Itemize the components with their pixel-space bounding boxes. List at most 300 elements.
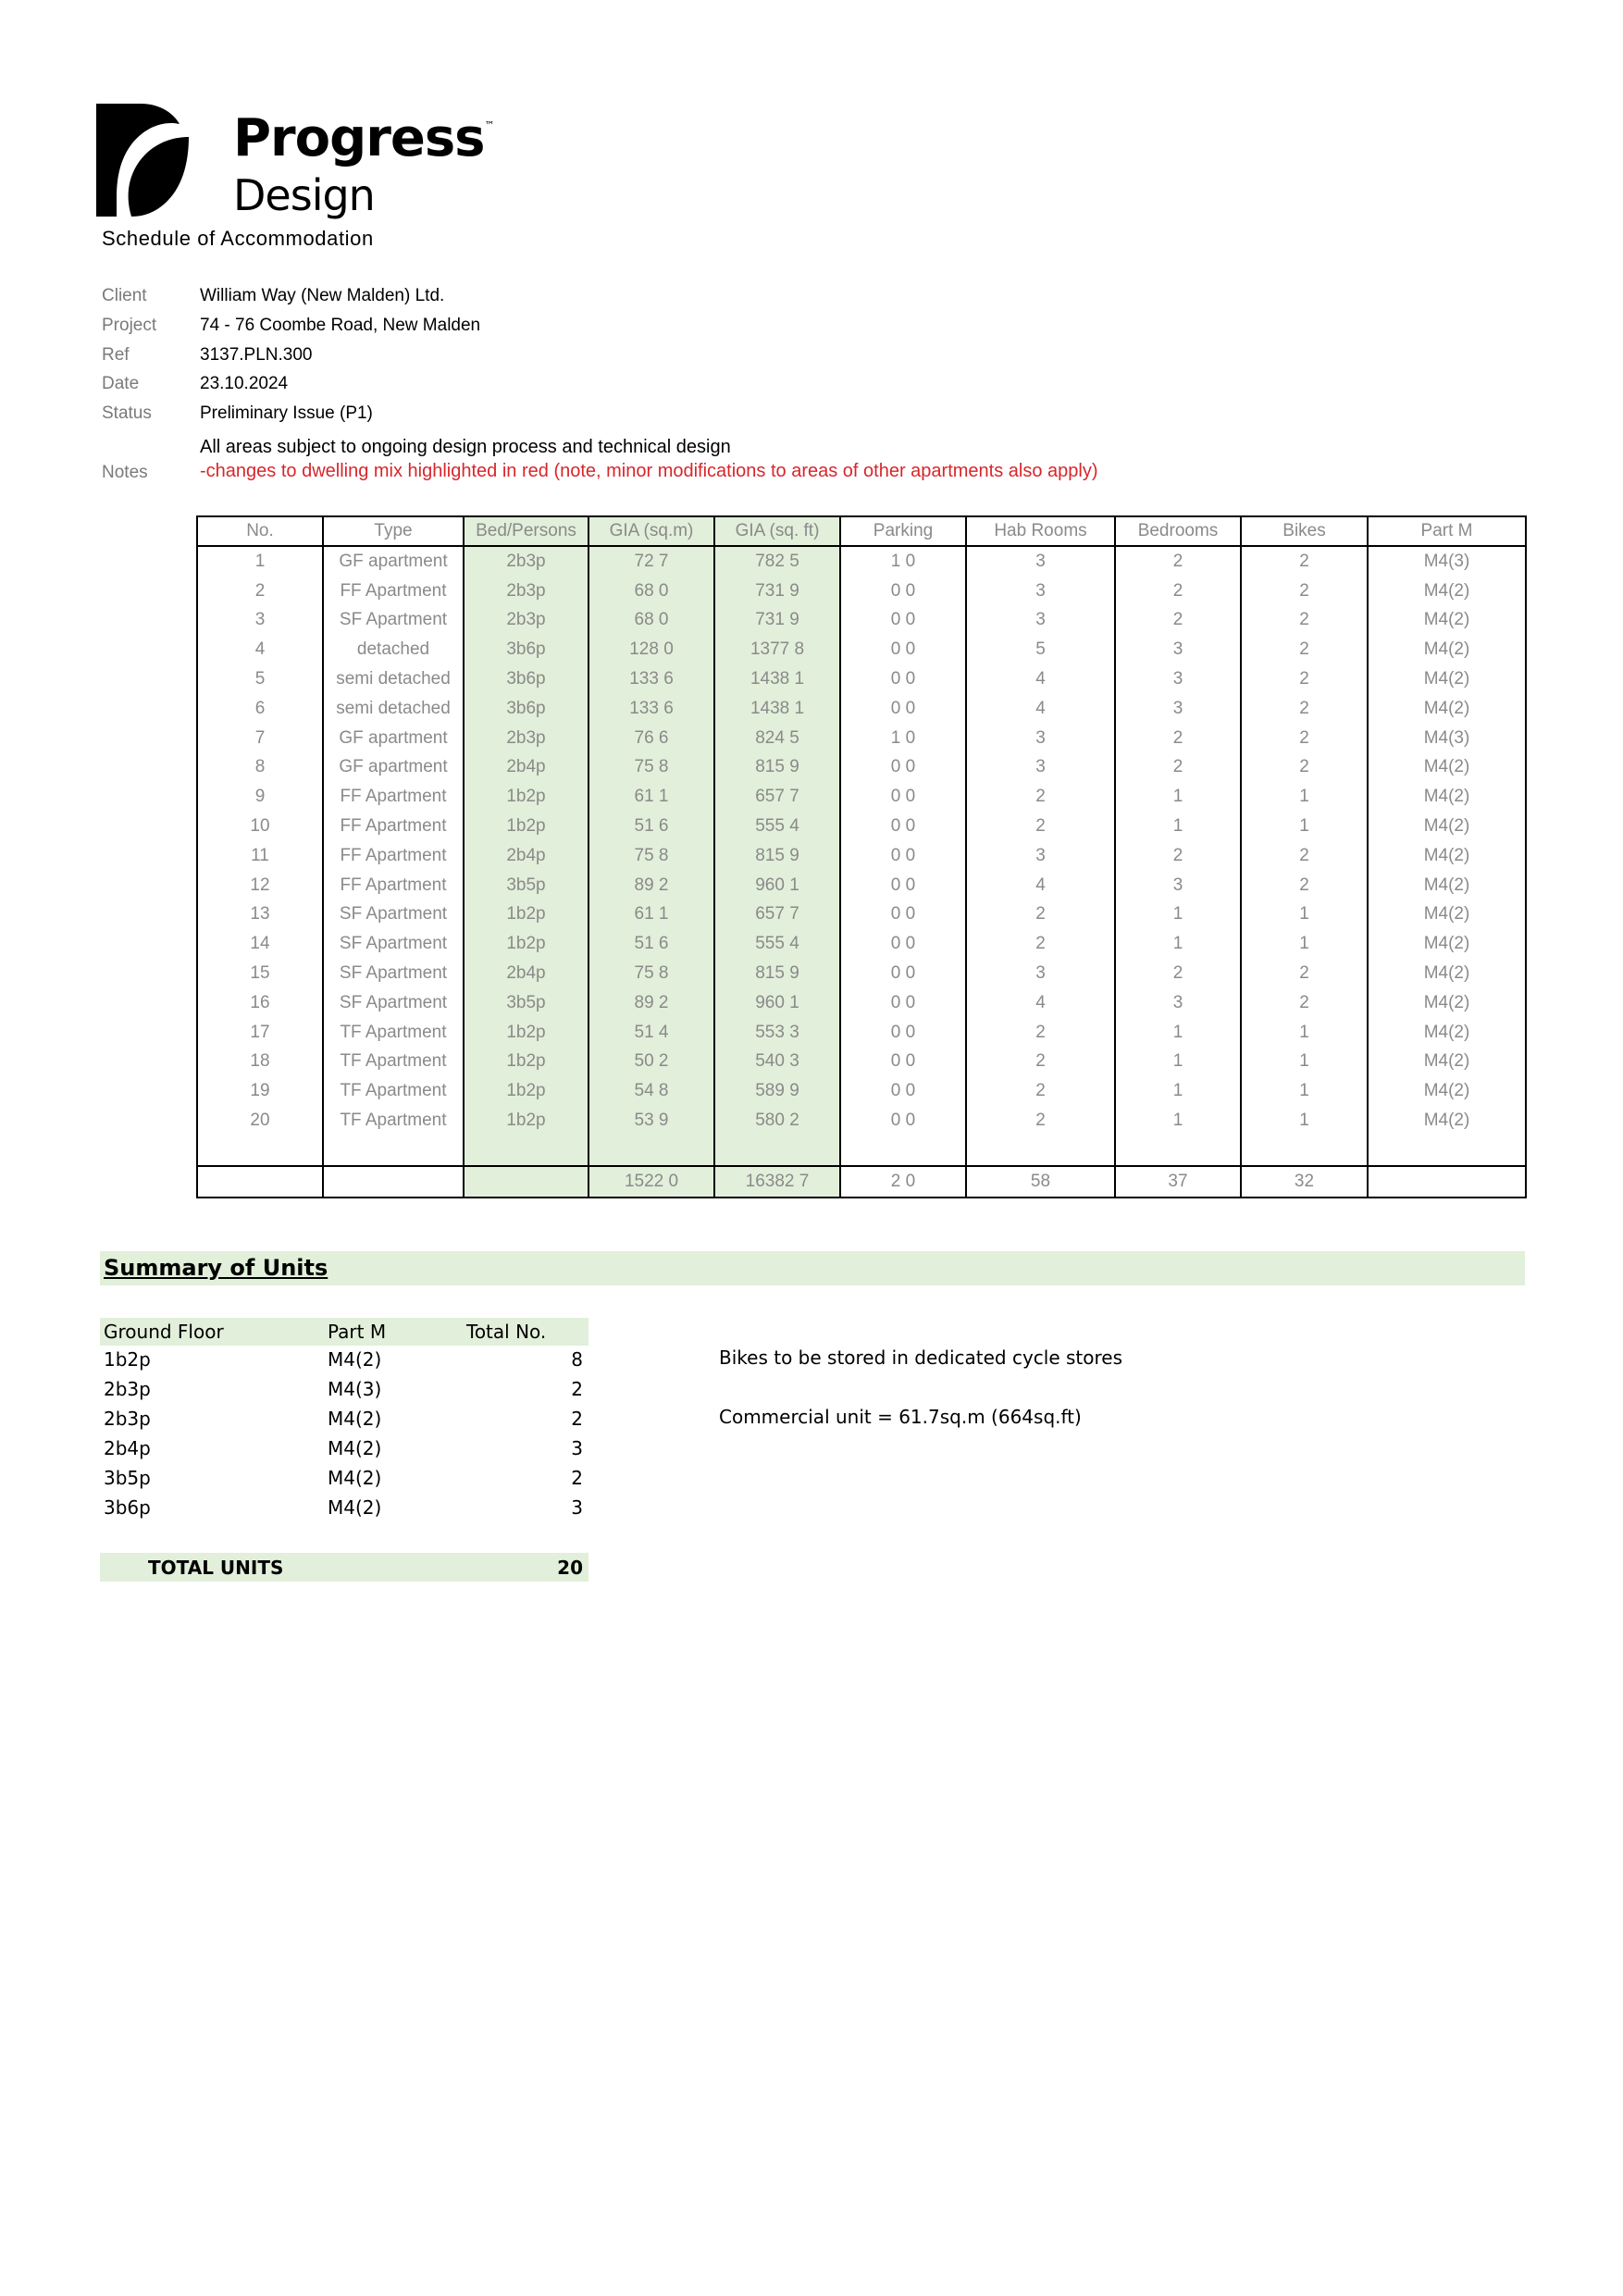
table-cell: 0 0: [840, 606, 966, 636]
table-cell: FF Apartment: [323, 841, 464, 871]
table-cell: 17: [197, 1018, 323, 1048]
table-cell: 133 6: [588, 664, 714, 694]
table-cell: 589 9: [714, 1076, 840, 1106]
summary-header-row: [100, 1318, 588, 1346]
table-cell: 0 0: [840, 1106, 966, 1136]
progress-leaf-icon: [96, 104, 189, 217]
brand-name: Progress™: [233, 108, 494, 168]
company-logo: [96, 104, 503, 224]
table-cell: 2b4p: [464, 753, 588, 783]
summary-cell: M4(2): [328, 1348, 382, 1371]
brand-subtitle: Design: [233, 170, 375, 220]
table-cell: 1: [1241, 900, 1368, 930]
table-cell: 960 1: [714, 988, 840, 1018]
table-cell: 1: [1115, 929, 1241, 959]
col-header: Part M: [1368, 516, 1526, 546]
table-cell: 50 2: [588, 1048, 714, 1077]
col-header: Bed/Persons: [464, 516, 588, 546]
table-cell: 2: [1115, 841, 1241, 871]
table-cell: 51 4: [588, 1018, 714, 1048]
summary-col-header: Ground Floor: [104, 1321, 224, 1343]
table-cell: M4(2): [1368, 871, 1526, 900]
table-cell: 960 1: [714, 871, 840, 900]
table-cell: 2: [966, 900, 1115, 930]
table-cell: 1438 1: [714, 664, 840, 694]
table-cell: 815 9: [714, 841, 840, 871]
summary-row: [100, 1494, 588, 1523]
table-cell: 54 8: [588, 1076, 714, 1106]
table-cell: SF Apartment: [323, 900, 464, 930]
table-row: [197, 664, 1526, 694]
table-cell: 2: [966, 812, 1115, 841]
table-cell: M4(2): [1368, 664, 1526, 694]
table-row: [197, 841, 1526, 871]
totals-row: [197, 1166, 1526, 1198]
table-cell: 3: [1115, 694, 1241, 724]
table-row: [197, 782, 1526, 812]
summary-title: Summary of Units: [104, 1255, 328, 1281]
table-cell: 1: [1241, 1076, 1368, 1106]
table-cell: 1b2p: [464, 900, 588, 930]
table-cell: 553 3: [714, 1018, 840, 1048]
table-cell: 51 6: [588, 812, 714, 841]
summary-cell: 3: [571, 1496, 583, 1519]
table-cell: 2: [966, 929, 1115, 959]
summary-cell: 3: [571, 1437, 583, 1459]
table-cell: 2: [966, 1048, 1115, 1077]
table-cell: [1241, 1136, 1368, 1166]
table-cell: 540 3: [714, 1048, 840, 1077]
table-cell: 72 7: [588, 546, 714, 577]
table-cell: 1: [1115, 1018, 1241, 1048]
table-cell: 61 1: [588, 900, 714, 930]
table-cell: 37: [1115, 1166, 1241, 1198]
table-cell: 1: [1241, 1106, 1368, 1136]
table-row: [197, 900, 1526, 930]
table-cell: 1 0: [840, 546, 966, 577]
schedule-table: [196, 515, 1527, 1198]
table-cell: 1: [1115, 782, 1241, 812]
table-cell: 2: [1115, 546, 1241, 577]
table-cell: 0 0: [840, 1018, 966, 1048]
table-cell: 10: [197, 812, 323, 841]
summary-body: [100, 1346, 588, 1523]
table-row: [197, 1106, 1526, 1136]
table-cell: 16: [197, 988, 323, 1018]
summary-col-header: Part M: [328, 1321, 387, 1343]
notes-line-1: All areas subject to ongoing design process and technical design: [200, 437, 731, 457]
table-cell: 731 9: [714, 577, 840, 606]
col-header: Parking: [840, 516, 966, 546]
table-cell: semi detached: [323, 694, 464, 724]
table-cell: 2: [966, 782, 1115, 812]
table-cell: 2: [1241, 694, 1368, 724]
table-cell: 3: [1115, 988, 1241, 1018]
table-cell: 2b3p: [464, 577, 588, 606]
table-cell: TF Apartment: [323, 1048, 464, 1077]
table-cell: 2: [1115, 577, 1241, 606]
trademark-symbol: ™: [484, 119, 494, 131]
table-cell: M4(2): [1368, 1076, 1526, 1106]
table-cell: 3b6p: [464, 694, 588, 724]
table-cell: [714, 1136, 840, 1166]
table-cell: 7: [197, 724, 323, 753]
table-cell: 815 9: [714, 959, 840, 988]
table-cell: 13: [197, 900, 323, 930]
table-cell: M4(3): [1368, 724, 1526, 753]
table-cell: M4(2): [1368, 782, 1526, 812]
table-row: [197, 1018, 1526, 1048]
table-cell: 2: [1241, 724, 1368, 753]
table-cell: 1b2p: [464, 812, 588, 841]
table-cell: 19: [197, 1076, 323, 1106]
table-cell: FF Apartment: [323, 577, 464, 606]
table-cell: 1: [1241, 812, 1368, 841]
table-cell: M4(3): [1368, 546, 1526, 577]
table-cell: 2: [1241, 841, 1368, 871]
spacer-row: [197, 1136, 1526, 1166]
table-cell: 0 0: [840, 871, 966, 900]
table-cell: 3: [966, 606, 1115, 636]
table-cell: 1: [197, 546, 323, 577]
table-cell: [588, 1136, 714, 1166]
summary-cell: 2: [571, 1467, 583, 1489]
table-cell: 75 8: [588, 753, 714, 783]
table-cell: 2: [1241, 546, 1368, 577]
table-cell: 2b3p: [464, 606, 588, 636]
summary-cell: 2b4p: [104, 1437, 151, 1459]
table-cell: 68 0: [588, 577, 714, 606]
table-cell: 0 0: [840, 664, 966, 694]
table-row: [197, 871, 1526, 900]
summary-cell: 2: [571, 1408, 583, 1430]
table-cell: M4(2): [1368, 577, 1526, 606]
table-cell: 6: [197, 694, 323, 724]
table-cell: M4(2): [1368, 1106, 1526, 1136]
table-cell: M4(2): [1368, 606, 1526, 636]
table-cell: [197, 1166, 323, 1198]
table-cell: 555 4: [714, 929, 840, 959]
table-cell: 76 6: [588, 724, 714, 753]
table-cell: GF apartment: [323, 546, 464, 577]
table-cell: 53 9: [588, 1106, 714, 1136]
summary-cell: M4(3): [328, 1378, 382, 1400]
table-row: [197, 988, 1526, 1018]
table-cell: 61 1: [588, 782, 714, 812]
table-cell: 2: [966, 1106, 1115, 1136]
table-cell: 15: [197, 959, 323, 988]
table-row: [197, 812, 1526, 841]
table-cell: 1b2p: [464, 782, 588, 812]
table-cell: M4(2): [1368, 635, 1526, 664]
schedule-header-row: [197, 516, 1526, 546]
table-cell: M4(2): [1368, 753, 1526, 783]
table-cell: [1115, 1136, 1241, 1166]
table-row: [197, 959, 1526, 988]
col-header: Bikes: [1241, 516, 1368, 546]
table-cell: M4(2): [1368, 929, 1526, 959]
table-cell: 68 0: [588, 606, 714, 636]
table-cell: 2: [1241, 959, 1368, 988]
summary-cell: 8: [571, 1348, 583, 1371]
summary-table: [100, 1318, 588, 1523]
table-cell: 1: [1241, 1018, 1368, 1048]
table-cell: 1: [1241, 929, 1368, 959]
table-cell: 657 7: [714, 782, 840, 812]
table-cell: SF Apartment: [323, 606, 464, 636]
table-cell: M4(2): [1368, 694, 1526, 724]
table-cell: 0 0: [840, 988, 966, 1018]
table-cell: 1: [1115, 812, 1241, 841]
col-header: Hab Rooms: [966, 516, 1115, 546]
col-header: GIA (sq. ft): [714, 516, 840, 546]
table-cell: 133 6: [588, 694, 714, 724]
table-cell: [1368, 1166, 1526, 1198]
table-cell: 2: [1241, 871, 1368, 900]
summary-cell: 2b3p: [104, 1378, 151, 1400]
table-cell: [464, 1136, 588, 1166]
table-cell: 2b4p: [464, 959, 588, 988]
table-cell: 2b3p: [464, 724, 588, 753]
table-cell: 1b2p: [464, 1076, 588, 1106]
table-cell: 58: [966, 1166, 1115, 1198]
table-cell: 9: [197, 782, 323, 812]
table-cell: 2 0: [840, 1166, 966, 1198]
table-cell: 4: [966, 988, 1115, 1018]
table-row: [197, 724, 1526, 753]
table-cell: 0 0: [840, 812, 966, 841]
table-cell: 3: [197, 606, 323, 636]
table-cell: 2: [966, 1018, 1115, 1048]
table-cell: [323, 1166, 464, 1198]
table-row: [197, 929, 1526, 959]
table-cell: GF apartment: [323, 753, 464, 783]
document-title: Schedule of Accommodation: [102, 227, 374, 250]
table-cell: 2: [966, 1076, 1115, 1106]
total-units-label: TOTAL UNITS: [148, 1557, 284, 1579]
col-header: Type: [323, 516, 464, 546]
table-cell: 2: [1115, 753, 1241, 783]
table-cell: SF Apartment: [323, 959, 464, 988]
table-cell: 11: [197, 841, 323, 871]
summary-cell: M4(2): [328, 1408, 382, 1430]
commercial-note: Commercial unit = 61.7sq.m (664sq.ft): [719, 1406, 1082, 1428]
table-cell: 0 0: [840, 753, 966, 783]
table-cell: 1: [1115, 1076, 1241, 1106]
table-cell: semi detached: [323, 664, 464, 694]
summary-cell: M4(2): [328, 1467, 382, 1489]
table-cell: GF apartment: [323, 724, 464, 753]
table-cell: M4(2): [1368, 841, 1526, 871]
table-cell: 3: [1115, 664, 1241, 694]
table-cell: 1: [1241, 782, 1368, 812]
table-cell: 0 0: [840, 782, 966, 812]
table-cell: 3: [1115, 871, 1241, 900]
table-cell: 1b2p: [464, 929, 588, 959]
notes-label: Notes: [102, 463, 148, 482]
table-cell: [323, 1136, 464, 1166]
table-cell: 1522 0: [588, 1166, 714, 1198]
table-cell: [197, 1136, 323, 1166]
table-cell: 3: [966, 724, 1115, 753]
table-cell: 51 6: [588, 929, 714, 959]
table-cell: 2: [1241, 635, 1368, 664]
table-cell: 657 7: [714, 900, 840, 930]
bikes-note: Bikes to be stored in dedicated cycle stores: [719, 1347, 1123, 1369]
table-cell: 0 0: [840, 929, 966, 959]
schedule-body: [197, 546, 1526, 1198]
table-cell: 14: [197, 929, 323, 959]
table-cell: 2: [1115, 606, 1241, 636]
summary-cell: 2: [571, 1378, 583, 1400]
table-cell: M4(2): [1368, 1018, 1526, 1048]
table-cell: 2: [1115, 724, 1241, 753]
table-cell: SF Apartment: [323, 929, 464, 959]
table-cell: 2: [1241, 753, 1368, 783]
summary-col-header: Total No.: [466, 1321, 547, 1343]
table-cell: SF Apartment: [323, 988, 464, 1018]
table-cell: 0 0: [840, 577, 966, 606]
table-cell: 3: [966, 546, 1115, 577]
table-cell: 89 2: [588, 871, 714, 900]
table-cell: 89 2: [588, 988, 714, 1018]
table-cell: 2: [1241, 606, 1368, 636]
table-cell: 75 8: [588, 841, 714, 871]
table-cell: 3: [966, 959, 1115, 988]
table-cell: 555 4: [714, 812, 840, 841]
table-cell: M4(2): [1368, 988, 1526, 1018]
table-cell: 2: [1241, 664, 1368, 694]
summary-row: [100, 1375, 588, 1405]
table-cell: 1: [1115, 1048, 1241, 1077]
table-cell: 18: [197, 1048, 323, 1077]
summary-cell: M4(2): [328, 1437, 382, 1459]
table-row: [197, 635, 1526, 664]
table-cell: [1368, 1136, 1526, 1166]
table-row: [197, 606, 1526, 636]
table-cell: 5: [197, 664, 323, 694]
table-cell: 5: [966, 635, 1115, 664]
table-cell: 16382 7: [714, 1166, 840, 1198]
table-cell: 75 8: [588, 959, 714, 988]
summary-cell: 3b5p: [104, 1467, 151, 1489]
table-cell: 815 9: [714, 753, 840, 783]
table-cell: 824 5: [714, 724, 840, 753]
summary-row: [100, 1405, 588, 1434]
table-cell: 1b2p: [464, 1018, 588, 1048]
table-cell: detached: [323, 635, 464, 664]
table-cell: 4: [966, 871, 1115, 900]
table-cell: 1: [1241, 1048, 1368, 1077]
summary-cell: 3b6p: [104, 1496, 151, 1519]
table-row: [197, 1048, 1526, 1077]
table-cell: M4(2): [1368, 959, 1526, 988]
table-cell: 0 0: [840, 635, 966, 664]
table-cell: [840, 1136, 966, 1166]
table-cell: 3b5p: [464, 871, 588, 900]
table-cell: 1: [1115, 900, 1241, 930]
table-row: [197, 546, 1526, 577]
table-cell: FF Apartment: [323, 812, 464, 841]
table-cell: 782 5: [714, 546, 840, 577]
table-cell: 128 0: [588, 635, 714, 664]
notes-line-2-red: -changes to dwelling mix highlighted in red (note, minor modifications to areas of other apartments also apply): [200, 461, 1098, 481]
table-cell: 8: [197, 753, 323, 783]
table-cell: 2: [1241, 577, 1368, 606]
table-cell: 1377 8: [714, 635, 840, 664]
table-cell: 32: [1241, 1166, 1368, 1198]
table-cell: [966, 1136, 1115, 1166]
table-cell: 12: [197, 871, 323, 900]
table-cell: 20: [197, 1106, 323, 1136]
table-cell: 0 0: [840, 959, 966, 988]
table-cell: 0 0: [840, 1048, 966, 1077]
table-cell: 1b2p: [464, 1106, 588, 1136]
summary-cell: 1b2p: [104, 1348, 151, 1371]
col-header: No.: [197, 516, 323, 546]
table-cell: [464, 1166, 588, 1198]
table-cell: 2b3p: [464, 546, 588, 577]
table-cell: 3: [966, 753, 1115, 783]
table-cell: 3b6p: [464, 635, 588, 664]
summary-cell: M4(2): [328, 1496, 382, 1519]
table-cell: TF Apartment: [323, 1076, 464, 1106]
summary-cell: 2b3p: [104, 1408, 151, 1430]
table-cell: 0 0: [840, 1076, 966, 1106]
table-cell: TF Apartment: [323, 1106, 464, 1136]
table-cell: 1438 1: [714, 694, 840, 724]
table-cell: 3b6p: [464, 664, 588, 694]
table-cell: FF Apartment: [323, 782, 464, 812]
table-cell: TF Apartment: [323, 1018, 464, 1048]
table-cell: 2: [1241, 988, 1368, 1018]
table-cell: 0 0: [840, 694, 966, 724]
table-cell: 3: [966, 841, 1115, 871]
table-cell: M4(2): [1368, 812, 1526, 841]
table-cell: FF Apartment: [323, 871, 464, 900]
col-header: Bedrooms: [1115, 516, 1241, 546]
table-cell: 2: [197, 577, 323, 606]
total-units-row: [100, 1553, 588, 1582]
table-row: [197, 753, 1526, 783]
table-cell: 580 2: [714, 1106, 840, 1136]
table-cell: 4: [197, 635, 323, 664]
summary-row: [100, 1434, 588, 1464]
table-cell: 2: [1115, 959, 1241, 988]
table-row: [197, 577, 1526, 606]
table-cell: 731 9: [714, 606, 840, 636]
table-cell: 1b2p: [464, 1048, 588, 1077]
table-cell: 3: [1115, 635, 1241, 664]
table-row: [197, 1076, 1526, 1106]
table-cell: 1 0: [840, 724, 966, 753]
col-header: GIA (sq.m): [588, 516, 714, 546]
table-cell: M4(2): [1368, 1048, 1526, 1077]
table-cell: 4: [966, 694, 1115, 724]
total-units-value: 20: [557, 1557, 583, 1579]
table-cell: 3b5p: [464, 988, 588, 1018]
table-cell: 0 0: [840, 841, 966, 871]
table-cell: M4(2): [1368, 900, 1526, 930]
table-cell: 0 0: [840, 900, 966, 930]
summary-row: [100, 1346, 588, 1375]
table-cell: 1: [1115, 1106, 1241, 1136]
summary-row: [100, 1464, 588, 1494]
table-cell: 2b4p: [464, 841, 588, 871]
table-cell: 4: [966, 664, 1115, 694]
table-row: [197, 694, 1526, 724]
table-cell: 3: [966, 577, 1115, 606]
